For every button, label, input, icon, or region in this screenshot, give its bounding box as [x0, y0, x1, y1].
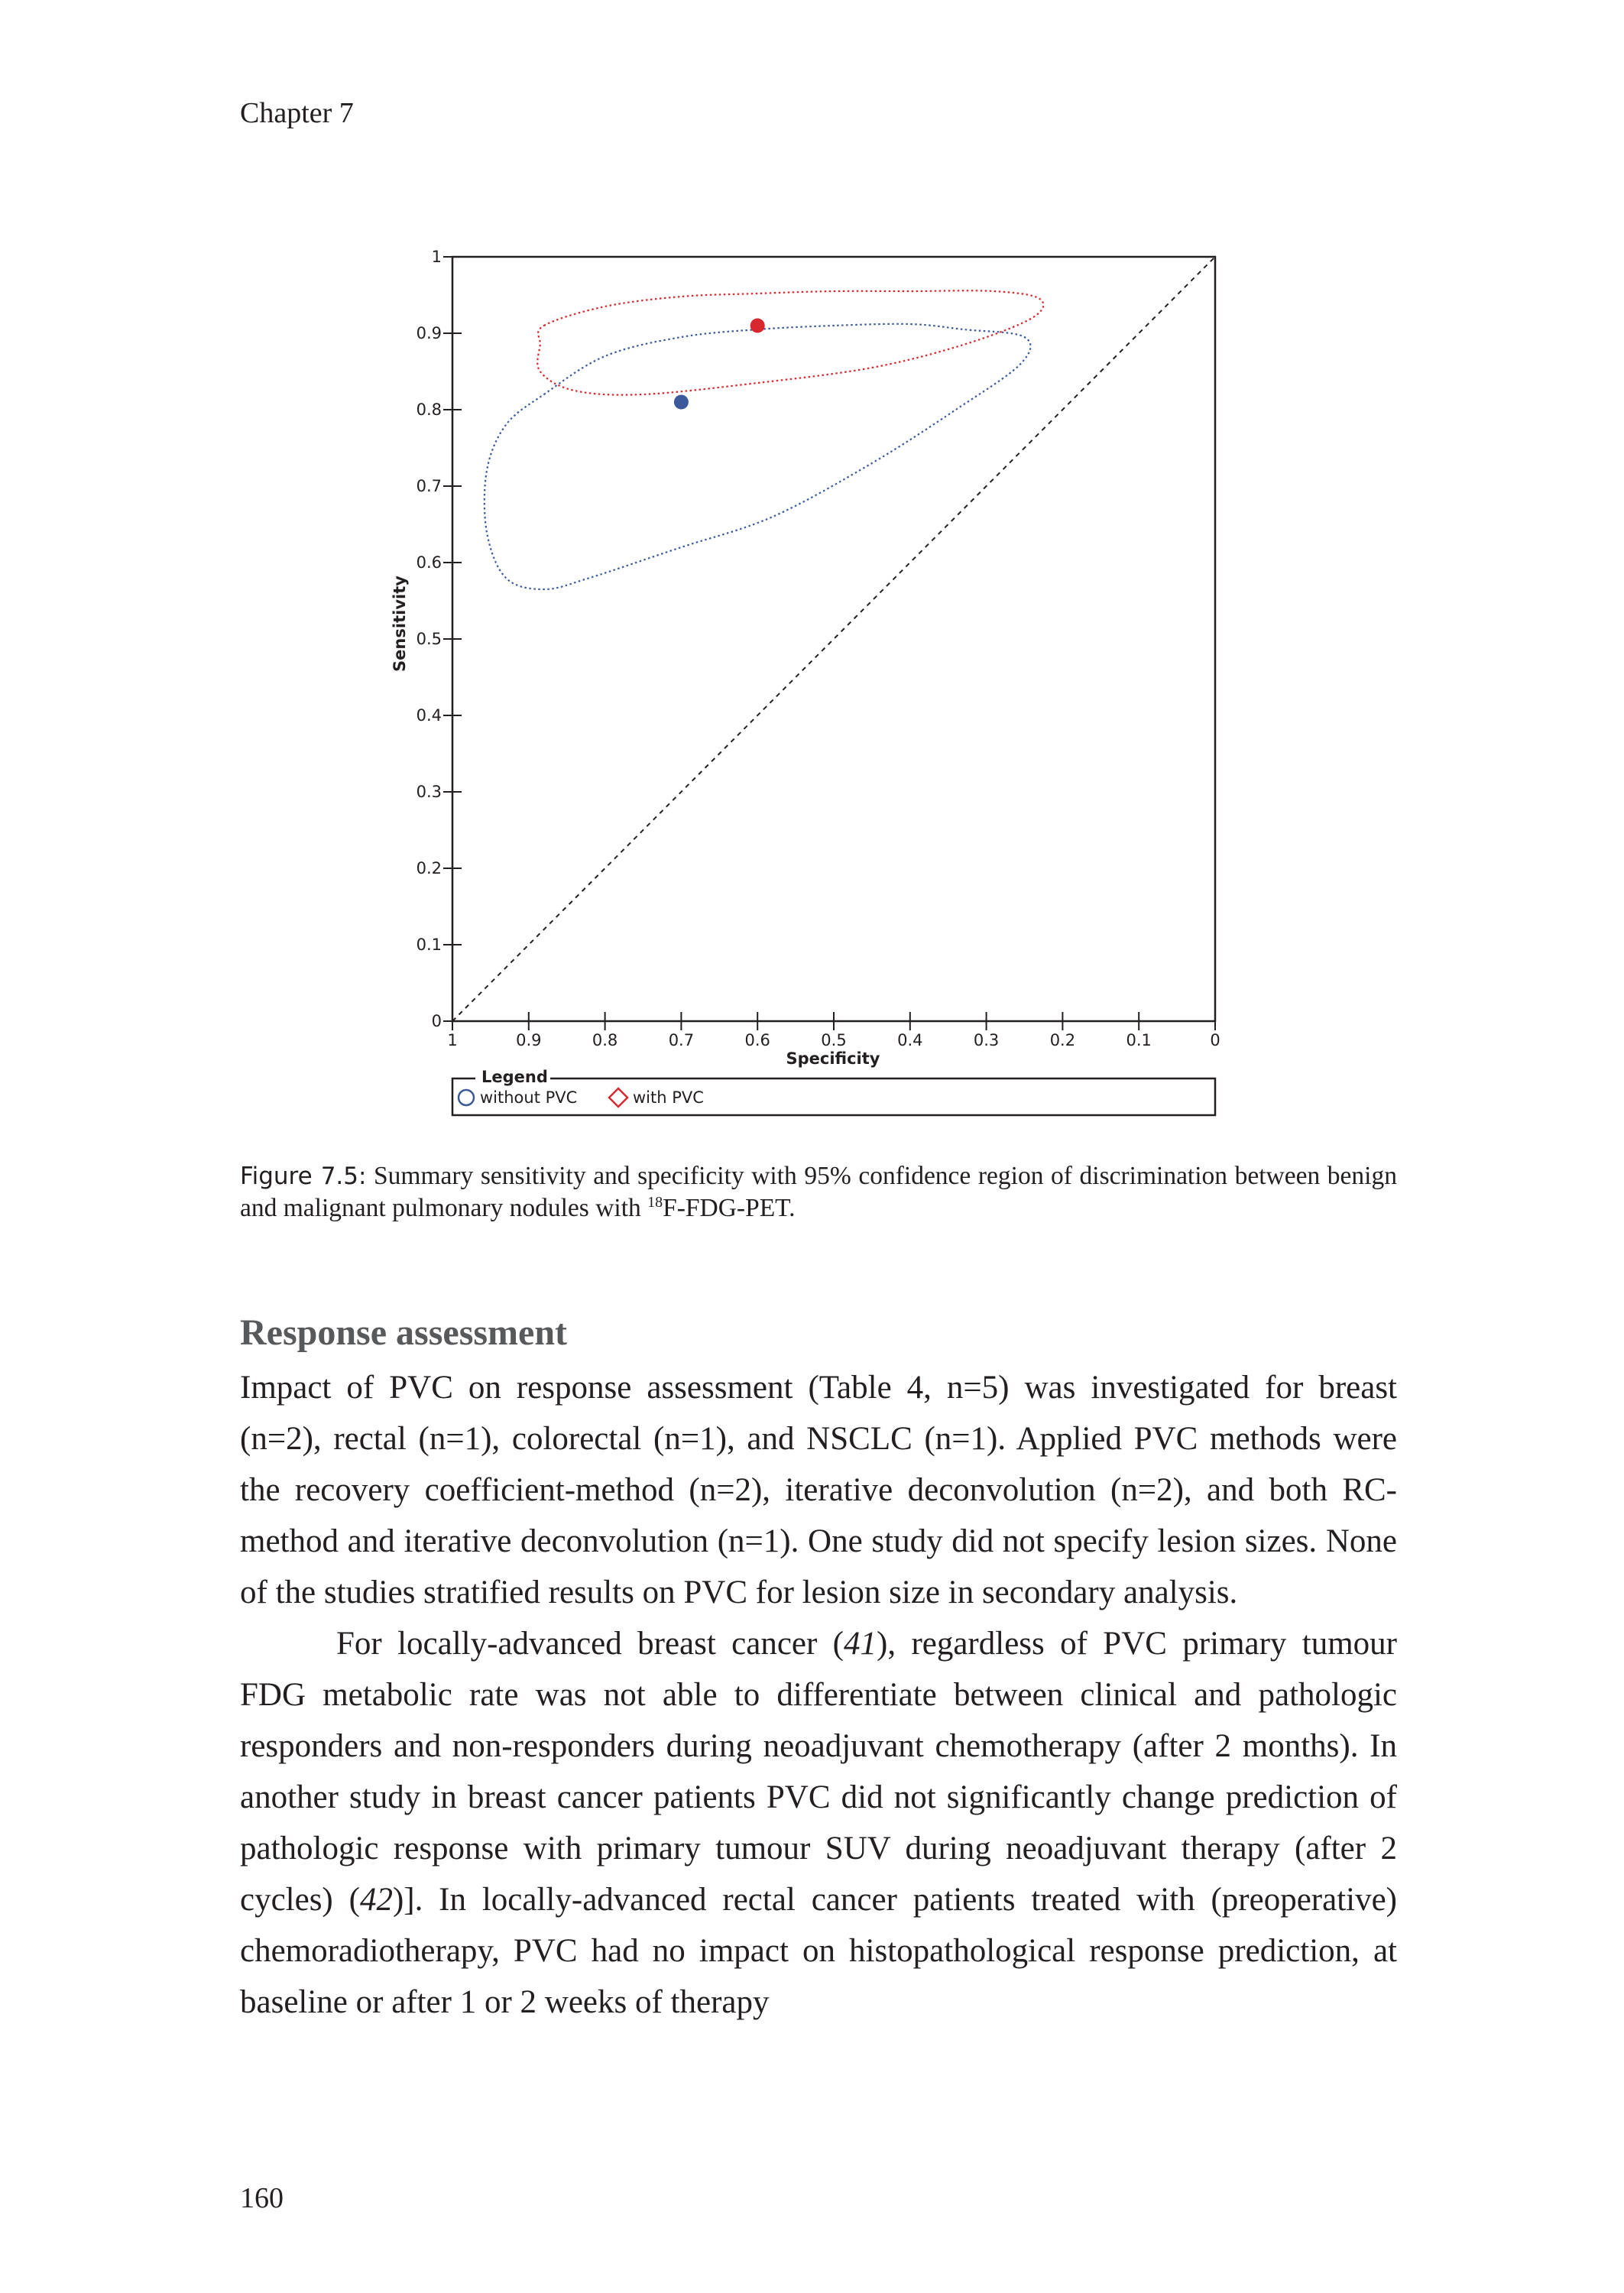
y-tick-label: 0.2: [416, 859, 442, 877]
caption-superscript: 18: [647, 1193, 663, 1211]
x-tick-label: 1: [447, 1031, 458, 1049]
x-tick-label: 0.7: [668, 1031, 695, 1049]
x-tick-label: 0.2: [1049, 1031, 1076, 1049]
y-tick-label: 0.9: [416, 324, 442, 342]
paragraph-2-part-3: )]. In locally-advanced rectal cancer patients treated with (preoperative) chemoradiotherapy, PVC had no impact on histopathological response prediction, at baseline or after 1 or 2 weeks of therapy: [240, 1882, 1397, 2020]
paragraph-2-part-1: For locally-advanced breast cancer (: [336, 1626, 844, 1662]
y-tick-label: 0: [431, 1012, 442, 1030]
caption-text-end: F-FDG-PET.: [663, 1194, 796, 1222]
legend-title: Legend: [481, 1068, 548, 1086]
legend: [452, 1068, 1215, 1115]
y-tick-label: 0.1: [416, 936, 442, 954]
y-tick-label: 1: [431, 248, 442, 266]
chance-diagonal-line: [452, 257, 1215, 1021]
y-tick-label: 0.5: [416, 630, 442, 648]
body-text: [240, 1362, 1397, 2028]
x-axis-label: Specificity: [786, 1049, 880, 1068]
roc-figure: [382, 242, 1253, 1136]
x-tick-label: 0.1: [1126, 1031, 1152, 1049]
paragraph-2: [240, 1618, 1397, 2028]
paragraph-1: Impact of PVC on response assessment (Table 4, n=5) was investigated for breast (n=2), rectal (n=1), colorectal (n=1), and NSCLC (n=1). Applied PVC methods were the recovery coefficient-method (n=2), iterative deconvolution (n=2), and both RC-method and iterative deconvolution (n=1). One study did not specify lesion sizes. None of the studies stratified results on PVC for lesion size in secondary analysis.: [240, 1370, 1397, 1610]
sensitivity-specificity-chart: [382, 242, 1253, 1136]
y-tick-label: 0.7: [416, 477, 442, 495]
legend-without-pvc-label: without PVC: [480, 1088, 578, 1107]
x-tick-label: 0.3: [973, 1031, 1000, 1049]
citation-42[interactable]: 42: [359, 1882, 393, 1918]
x-tick-label: 0.5: [821, 1031, 847, 1049]
citation-41[interactable]: 41: [844, 1626, 877, 1662]
legend-with-pvc-label: with PVC: [633, 1088, 704, 1107]
y-axis-label: Sensitivity: [391, 576, 409, 672]
confidence-region-with-pvc: [537, 290, 1043, 394]
legend-without-pvc-marker: [459, 1090, 474, 1105]
y-tick-label: 0.8: [416, 401, 442, 419]
y-tick-label: 0.3: [416, 783, 442, 801]
summary-point-without-pvc: [674, 395, 689, 410]
summary-point-with-pvc: [750, 319, 765, 333]
x-tick-label: 0: [1210, 1031, 1220, 1049]
paragraph-2-part-2: ), regardless of PVC primary tumour FDG metabolic rate was not able to differentiate between clinical and pathologic responders and non-responders during neoadjuvant chemotherapy (after 2 months). In another study in breast cancer patients PVC did not significantly change prediction of pathologic response with primary tumour SUV during neoadjuvant therapy (after 2 cycles) (: [240, 1626, 1397, 1918]
x-tick-label: 0.9: [516, 1031, 542, 1049]
confidence-region-without-pvc: [485, 324, 1031, 589]
figure-caption: [240, 1160, 1397, 1224]
legend-with-pvc-marker: [609, 1088, 627, 1107]
y-tick-label: 0.6: [416, 553, 442, 572]
caption-label: Figure 7.5:: [240, 1163, 367, 1190]
x-tick-label: 0.6: [744, 1031, 770, 1049]
caption-text: Summary sensitivity and specificity with 95% confidence region of discrimination between benign and malignant pulmonary nodules with: [240, 1162, 1397, 1222]
page-number: 160: [240, 2182, 284, 2214]
y-tick-label: 0.4: [416, 706, 442, 725]
x-tick-label: 0.8: [592, 1031, 618, 1049]
running-head: Chapter 7: [240, 97, 354, 129]
x-tick-label: 0.4: [897, 1031, 923, 1049]
section-heading: Response assessment: [240, 1312, 568, 1353]
